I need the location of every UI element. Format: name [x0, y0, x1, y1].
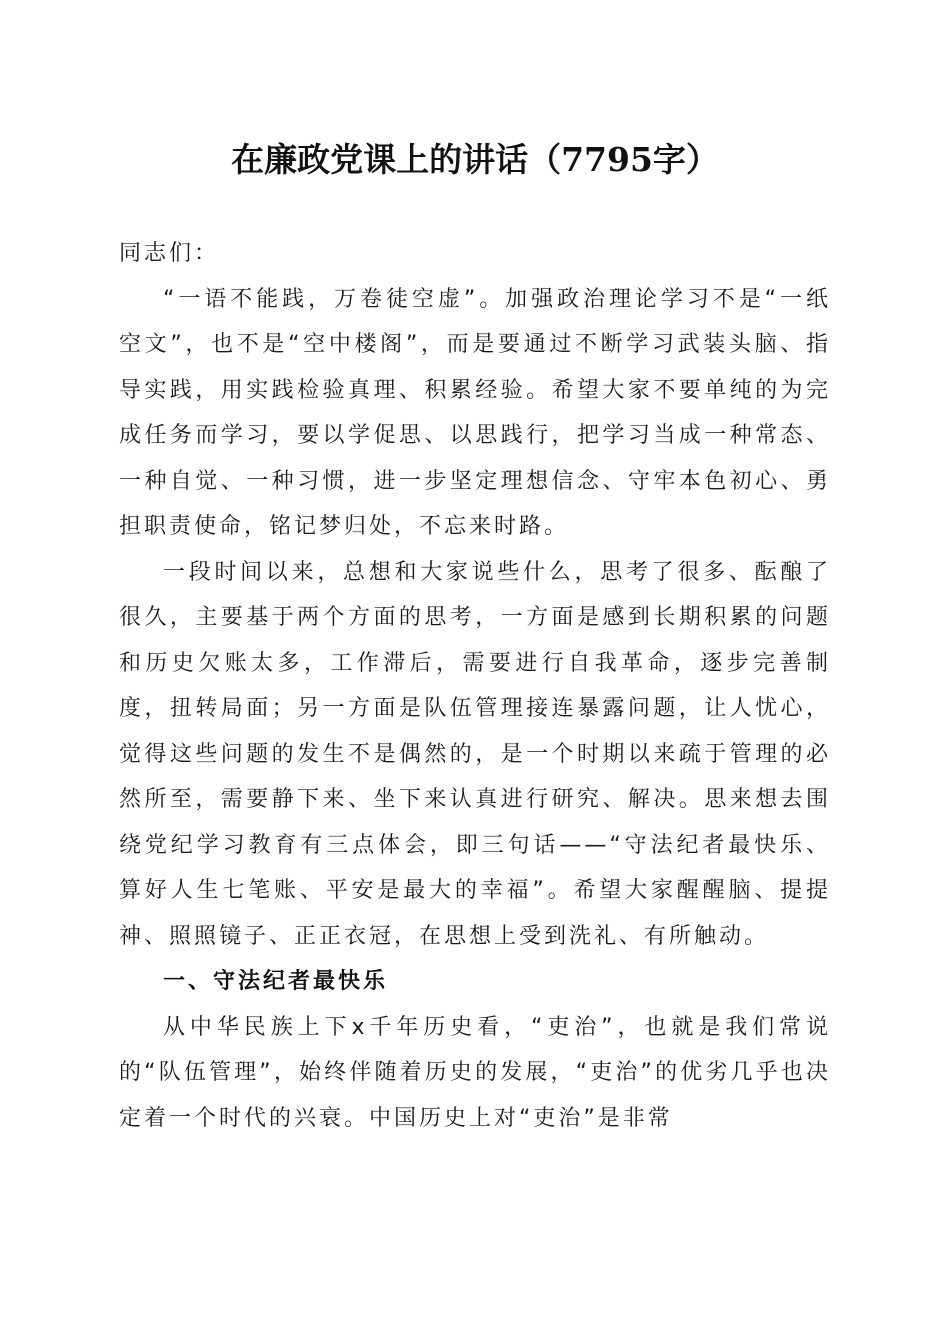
paragraph-intro: “一语不能践，万卷徒空虚”。加强政治理论学习不是“一纸空文”，也不是“空中楼阁”，而是要通过不断学习武装头脑、指导实践，用实践检验真理、积累经验。希望大家不要单纯的为完成任务而学习，要以学促思、以思践行，把学习当成一种常态、一种自觉、一种习惯，进一步坚定理想信念、守牢本色初心、勇担职责使命，铭记梦归处，不忘来时路。	[119, 286, 831, 539]
document-body	[119, 231, 831, 1141]
paragraph-reflection: 一段时间以来，总想和大家说些什么，思考了很多、酝酿了很久，主要基于两个方面的思考，一方面是感到长期积累的问题和历史欠账太多，工作滞后，需要进行自我革命，逐步完善制度，扭转局面；另一方面是队伍管理接连暴露问题，让人忧心，觉得这些问题的发生不是偶然的，是一个时期以来疏于管理的必然所至，需要静下来、坐下来认真进行研究、解决。思来想去围绕党纪学习教育有三点体会，即三句话——“守法纪者最快乐、算好人生七笔账、平安是最大的幸福”。希望大家醒醒脑、提提神、照照镜子、正正衣冠，在思想上受到洗礼、有所触动。	[119, 559, 831, 949]
salutation: 同志们：	[119, 241, 220, 266]
paragraph-section-one: 从中华民族上下x千年历史看，“吏治”，也就是我们常说的“队伍管理”，始终伴随着历史的发展，“吏治”的优劣几乎也决定着一个时代的兴衰。中国历史上对“吏治”是非常	[119, 1014, 831, 1131]
document-title: 在廉政党课上的讲话（7795字）	[231, 140, 719, 179]
section-heading: 一、守法纪者最快乐	[163, 969, 389, 994]
